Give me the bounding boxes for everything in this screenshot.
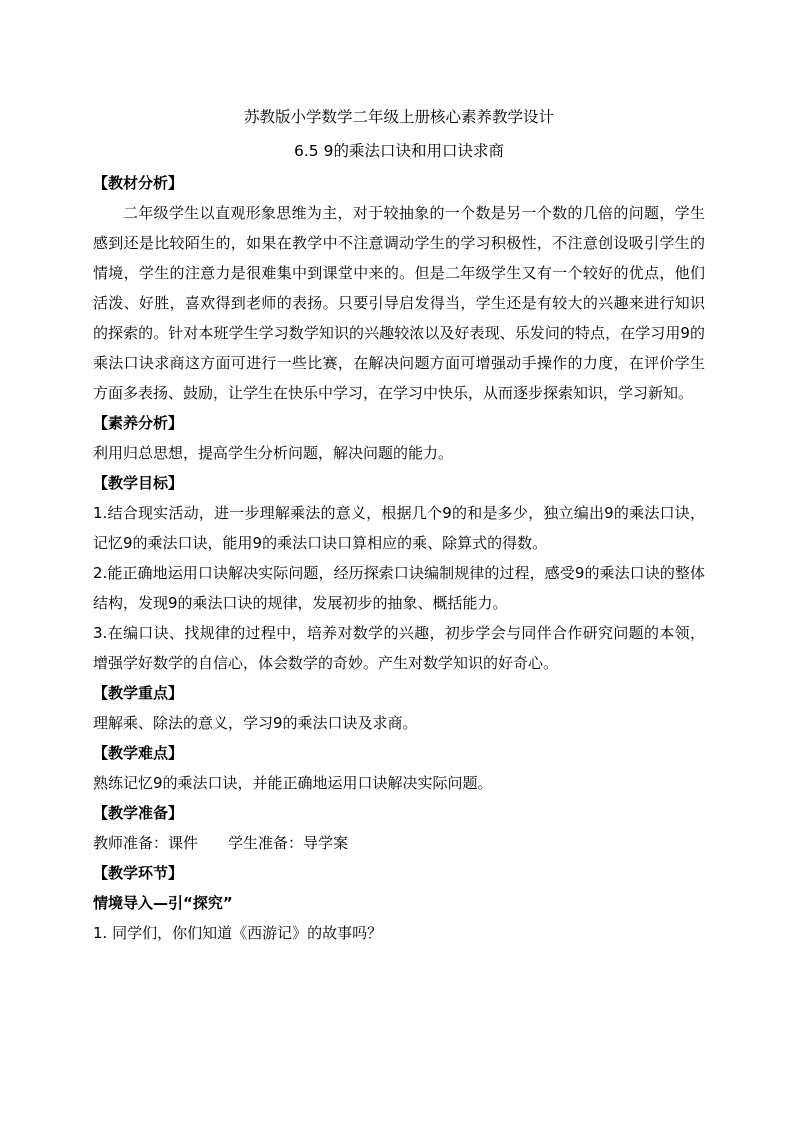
heading-literacy-analysis: 【素养分析】 [93,414,184,432]
heading-difficulties: 【教学难点】 [93,744,184,762]
heading-key-points: 【教学重点】 [93,684,184,702]
teaching-goal-3: 3.在编口诀、找规律的过程中，培养对数学的兴趣，初步学会与同伴合作研究问题的本领，增强学好数学的自信心，体会数学的奇妙。产生对数学知识的好奇心。 [93,624,705,672]
process-subheading: 情境导入—引“探究” [93,894,233,912]
document-content [93,100,705,948]
student-preparation: 学生准备：导学案 [228,834,349,852]
doc-title: 苏教版小学数学二年级上册核心素养教学设计 [243,108,554,126]
teaching-goal-2: 2.能正确地运用口诀解决实际问题，经历探索口诀编制规律的过程，感受9的乘法口诀的整体结构，发现9的乘法口诀的规律，发展初步的抽象、概括能力。 [93,564,705,612]
heading-process: 【教学环节】 [93,864,184,882]
preparation-line [93,828,705,858]
key-points-body: 理解乘、除法的意义，学习9的乘法口诀及求商。 [93,714,418,732]
difficulties-body: 熟练记忆9的乘法口诀，并能正确地运用口诀解决实际问题。 [93,774,493,792]
literacy-analysis-body: 利用归总思想，提高学生分析问题，解决问题的能力。 [93,444,454,462]
textbook-analysis-body: 二年级学生以直观形象思维为主，对于较抽象的一个数是另一个数的几倍的问题，学生感到还是比较陌生的，如果在教学中不注意调动学生的学习积极性，不注意创设吸引学生的情境，学生的注意力是很难集中到课堂中来的。但是二年级学生又有一个较好的优点，他们活泼、好胜，喜欢得到老师的表扬。只要引导启发得当，学生还是有较大的兴趣来进行知识的探索的。针对本班学生学习数学知识的兴趣较浓以及好表现、乐发问的特点，在学习用9的乘法口诀求商这方面可进行一些比赛，在解决问题方面可增强动手操作的力度，在评价学生方面多表扬、鼓励，让学生在快乐中学习，在学习中快乐，从而逐步探索知识，学习新知。 [93,204,705,402]
doc-subtitle: 6.5 9的乘法口诀和用口诀求商 [294,142,504,160]
teacher-preparation: 教师准备：课件 [93,834,199,852]
heading-preparation: 【教学准备】 [93,804,184,822]
process-item-1: 1. 同学们，你们知道《西游记》的故事吗？ [93,924,383,942]
heading-textbook-analysis: 【教材分析】 [93,174,184,192]
teaching-goal-1: 1.结合现实活动，进一步理解乘法的意义，根据几个9的和是多少，独立编出9的乘法口诀，记忆9的乘法口诀，能用9的乘法口诀口算相应的乘、除算式的得数。 [93,504,705,552]
heading-teaching-goals: 【教学目标】 [93,474,184,492]
